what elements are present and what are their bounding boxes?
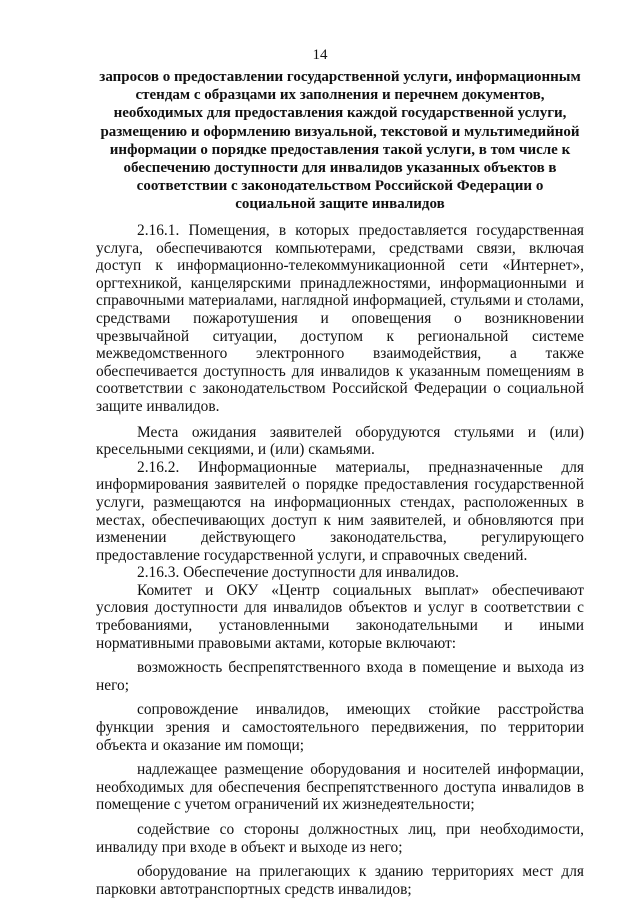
heading-line: запросов о предоставлении государственной услуги, информационным — [99, 69, 581, 85]
heading-line: необходимых для предоставления каждой государственной услуги, — [113, 105, 567, 122]
paragraph-2-16-1: 2.16.1. Помещения, в которых предоставляется государственная услуга, обеспечиваются компьютерами, средствами связи, включая доступ к информационно-телекоммуникационной сети «Интернет», оргтехникой, канцелярскими принадлежностями, информационными и справочными материалами, наглядной информацией, стульями и столами, средствами пожаротушения и оповещения о возникновении чрезвычайной ситуации, доступом к региональной системе межведомственного электронного взаимодействия, а также обеспечивается доступность для инвалидов к указанным помещениям в соответствии с законодательством Российской Федерации о социальной защите инвалидов. — [96, 222, 584, 415]
paragraph-waiting-areas: Места ожидания заявителей оборудуются стульями и (или) кресельными секциями, и (или) скамьями. — [96, 423, 584, 459]
heading-line: обеспечению доступности для инвалидов указанных объектов в — [123, 160, 557, 177]
list-item: сопровождение инвалидов, имеющих стойкие расстройства функции зрения и самостоятельного передвижения, по территории объекта и оказание им помощи; — [96, 701, 584, 754]
list-item: содействие со стороны должностных лиц, при необходимости, инвалиду при входе в объект и выходе из него; — [96, 821, 584, 856]
paragraph-2-16-3: 2.16.3. Обеспечение доступности для инвалидов. — [137, 564, 460, 582]
list-item: надлежащее размещение оборудования и носителей информации, необходимых для обеспечения беспрепятственного доступа инвалидов в помещение с учетом ограничений их жизнедеятельности; — [96, 761, 584, 814]
paragraph-accessibility-conditions: Комитет и ОКУ «Центр социальных выплат» обеспечивают условия доступности для инвалидов объектов и услуг в соответствии с требованиями, установленными законодательными и иными нормативными правовыми актами, которые включают: — [96, 581, 584, 652]
document-body — [96, 222, 584, 898]
list-item: оборудование на прилегающих к зданию территориях мест для парковки автотранспортных средств инвалидов; — [96, 863, 584, 898]
section-heading — [96, 68, 584, 214]
paragraph-2-16-2: 2.16.2. Информационные материалы, предназначенные для информирования заявителей о порядке предоставления государственной услуги, размещаются на информационных стендах, расположенных в местах, обеспечивающих доступ к ним заявителей, и обновляются при изменении действующего законодательства, регулирующего предоставление государственной услуги, и справочных сведений. — [96, 458, 584, 564]
heading-line: размещению и оформлению визуальной, текстовой и мультимедийной — [100, 123, 580, 140]
list-item: возможность беспрепятственного входа в помещение и выхода из него; — [96, 659, 584, 694]
page-number: 14 — [312, 47, 328, 63]
heading-line: информации о порядке предоставления такой услуги, в том числе к — [109, 141, 571, 158]
heading-line: социальной защите инвалидов — [235, 196, 445, 213]
heading-line: стендам с образцами их заполнения и перечнем документов, — [135, 87, 545, 104]
heading-line: соответствии с законодательством Российской Федерации о — [136, 178, 544, 195]
